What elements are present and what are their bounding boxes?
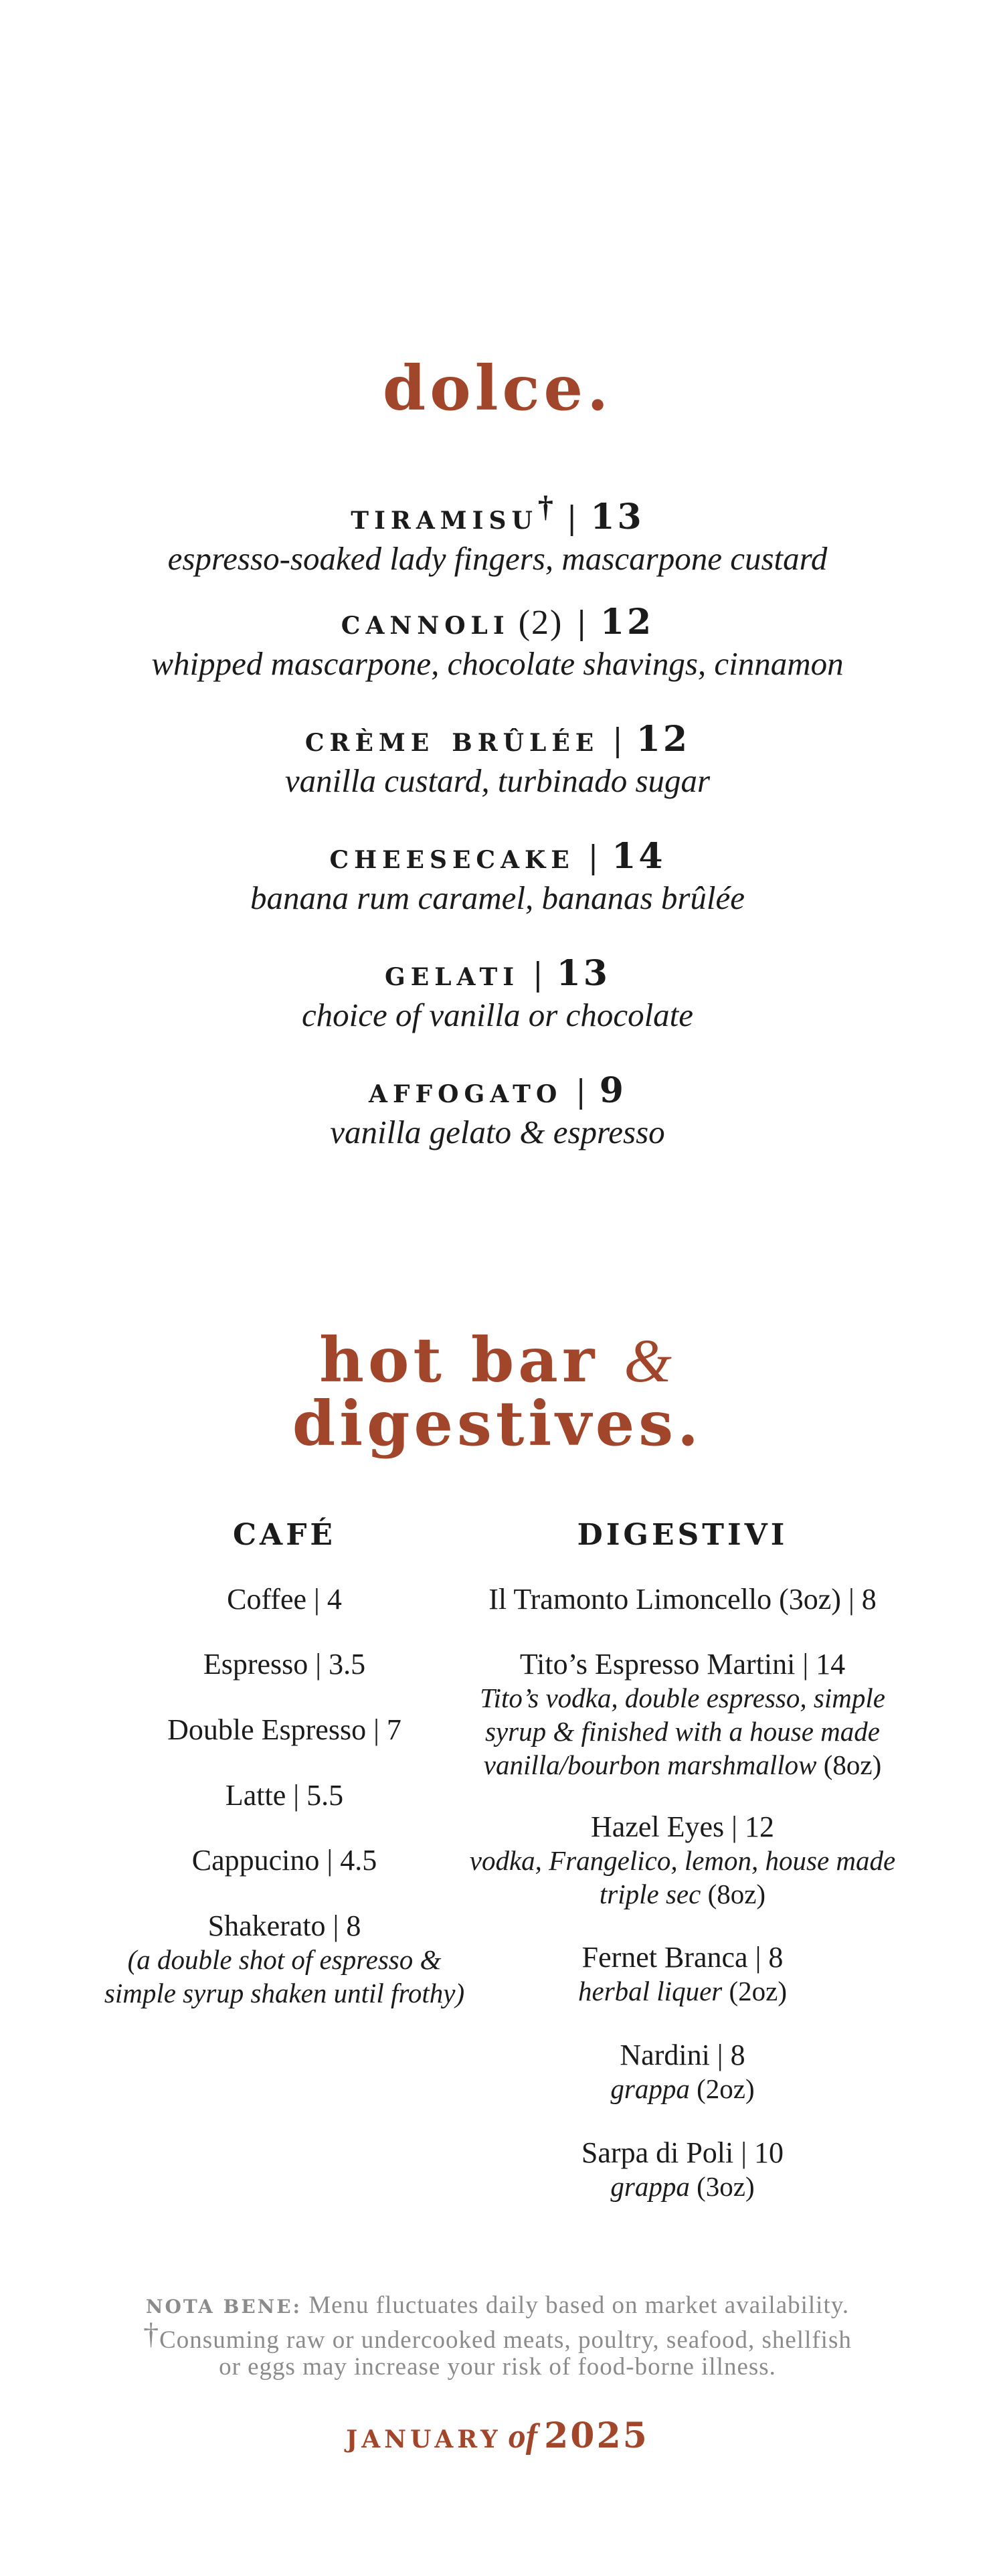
dessert-description: whipped mascarpone, chocolate shavings, cinnamon: [151, 645, 844, 682]
digestivi-heading: DIGESTIVI: [577, 1518, 788, 1552]
cafe-item-title: Latte | 5.5: [225, 1779, 344, 1812]
separator: |: [534, 955, 542, 993]
separator: |: [567, 499, 576, 537]
dessert-price: 12: [600, 602, 654, 642]
digestivi-item: [455, 1583, 910, 1616]
separator: |: [589, 838, 598, 876]
menu-date-of: of: [508, 2417, 538, 2456]
digestivi-item-title: Il Tramonto Limoncello (3oz) | 8: [488, 1583, 877, 1616]
digestivi-item: [455, 1810, 910, 1911]
nota-bene-line: Menu fluctuates daily based on market availability.: [308, 2292, 850, 2319]
menu-year: 2025: [544, 2415, 649, 2456]
dessert-price: 13: [590, 497, 644, 537]
digestivi-item-description: grappa: [610, 2171, 690, 2202]
digestivi-item: [455, 1941, 910, 2008]
nota-bene-notice: [0, 2292, 995, 2381]
digestivi-item: [455, 1648, 910, 1782]
dessert-description: banana rum caramel, bananas brûlée: [250, 879, 745, 916]
digestivi-item: [455, 2136, 910, 2203]
cafe-item-title: Shakerato | 8: [207, 1909, 361, 1942]
cafe-item: [77, 1583, 492, 1616]
digestivi-item-description: grappa: [610, 2073, 690, 2104]
dessert-price: 12: [636, 719, 691, 760]
digestivi-item-description: herbal liquer: [578, 1976, 723, 2006]
cafe-item-title: Espresso | 3.5: [203, 1648, 366, 1681]
cafe-item-title: Coffee | 4: [227, 1583, 342, 1616]
cafe-item: [77, 1844, 492, 1877]
dessert-tiramisu: [0, 485, 995, 578]
pour-size: (2oz): [729, 1976, 787, 2006]
cafe-item: [77, 1648, 492, 1681]
cafe-item-title: Cappucino | 4.5: [191, 1844, 377, 1877]
dessert-description: vanilla custard, turbinado sugar: [284, 762, 711, 799]
dessert-name: affogato: [369, 1070, 563, 1111]
menu-date: [0, 2416, 995, 2457]
digestivi-item: [455, 2039, 910, 2106]
dessert-quantity: (2): [518, 604, 563, 642]
dessert-description: espresso-soaked lady fingers, mascarpone custard: [167, 540, 828, 577]
allergen-warning: Consuming raw or undercooked meats, poultry, seafood, shellfish: [159, 2326, 852, 2354]
pour-size: (8oz): [707, 1879, 766, 1909]
pour-size: (3oz): [697, 2171, 755, 2202]
digestivi-item-title: Nardini | 8: [620, 2039, 745, 2071]
digestivi-item-description: Tito’s vodka, double espresso, simple: [480, 1683, 885, 1713]
nota-bene-label: NOTA BENE:: [145, 2296, 302, 2318]
hotbar-title-line2: digestives.: [292, 1387, 703, 1460]
dessert-price: 14: [612, 836, 666, 877]
digestivi-item-description: vanilla/bourbon marshmallow: [483, 1749, 817, 1780]
ampersand: &: [624, 1326, 676, 1395]
dessert-creme-brulee: [0, 718, 995, 800]
dessert-price: 13: [556, 953, 610, 994]
cafe-item: [77, 1779, 492, 1812]
digestivi-item-description: triple sec: [599, 1879, 701, 1909]
dessert-description: vanilla gelato & espresso: [330, 1114, 665, 1150]
cafe-item-title: Double Espresso | 7: [167, 1713, 401, 1746]
dessert-affogato: [0, 1069, 995, 1152]
cafe-heading: CAFÉ: [233, 1518, 336, 1552]
pour-size: (8oz): [823, 1749, 882, 1780]
cafe-item: [77, 1713, 492, 1747]
digestivi-item-title: Tito’s Espresso Martini | 14: [519, 1648, 846, 1681]
dessert-price: 9: [599, 1070, 626, 1111]
dagger-mark: †: [143, 2316, 160, 2350]
dessert-gelati: [0, 952, 995, 1035]
dessert-name: tiramisu: [351, 497, 538, 537]
hotbar-title: [0, 1324, 995, 1460]
pour-size: (2oz): [697, 2073, 755, 2104]
dessert-name: gelati: [385, 953, 520, 994]
dessert-name: cannoli: [341, 602, 510, 642]
digestivi-item-description: syrup & finished with a house made: [485, 1716, 880, 1747]
dolce-title: dolce.: [382, 352, 613, 424]
hotbar-title-line1: hot bar: [319, 1324, 599, 1396]
digestivi-item-title: Hazel Eyes | 12: [591, 1810, 774, 1843]
digestivi-item-title: Fernet Branca | 8: [581, 1941, 784, 1974]
cafe-item-description: (a double shot of espresso &: [127, 1944, 442, 1975]
separator: |: [577, 604, 585, 642]
dessert-cheesecake: [0, 835, 995, 918]
dessert-cannoli: [0, 601, 995, 683]
cafe-item: [77, 1909, 492, 2010]
separator: |: [614, 721, 622, 759]
allergen-warning: or eggs may increase your risk of food-borne illness.: [219, 2353, 776, 2381]
dessert-name: crème brûlée: [304, 719, 600, 760]
separator: |: [577, 1072, 585, 1110]
dagger-mark: †: [537, 489, 553, 523]
digestivi-item-title: Sarpa di Poli | 10: [581, 2136, 784, 2169]
menu-month: january: [346, 2415, 502, 2456]
digestivi-item-description: vodka, Frangelico, lemon, house made: [469, 1845, 896, 1876]
dessert-description: choice of vanilla or chocolate: [301, 997, 694, 1033]
cafe-item-description: simple syrup shaken until frothy): [104, 1978, 465, 2008]
dessert-name: cheesecake: [329, 836, 575, 877]
